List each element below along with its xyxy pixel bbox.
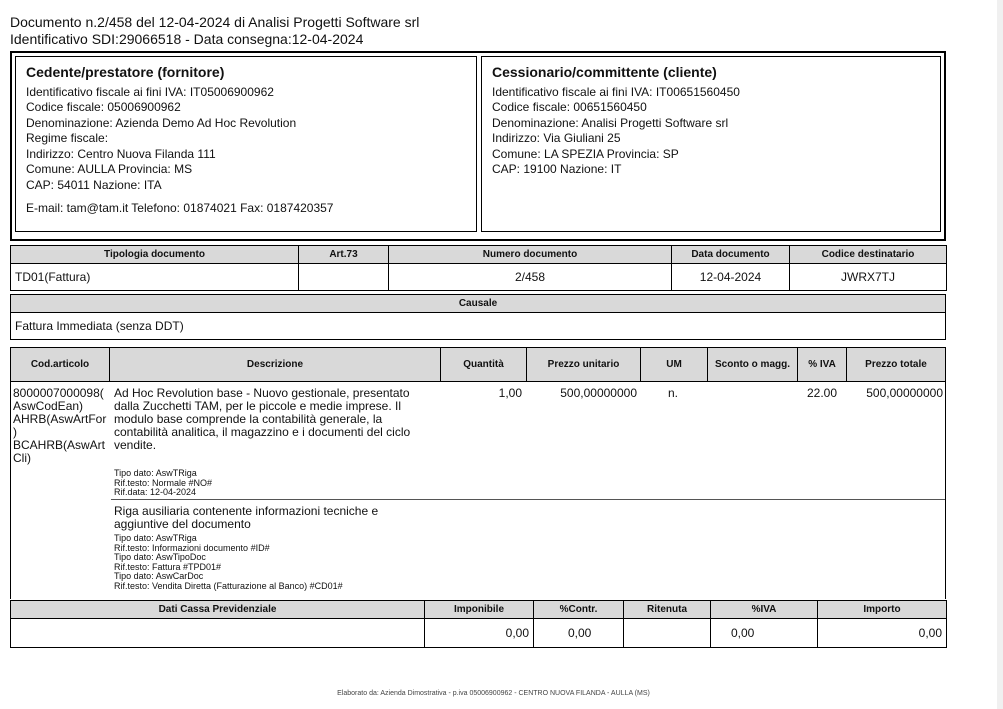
- invoice-lines: [10, 347, 946, 599]
- cedente-title: Cedente/prestatore (fornitore): [26, 64, 225, 80]
- cessionario-line: Identificativo fiscale ai fini IVA: IT00651560450: [492, 84, 740, 99]
- cessionario-title: Cessionario/committente (cliente): [492, 64, 717, 80]
- cassa-previdenziale-table: [10, 600, 947, 648]
- description-line: Riga ausiliaria contenente informazioni tecniche e: [114, 504, 379, 518]
- table-header: Quantità: [440, 347, 527, 382]
- imponibile-value: 0,00: [425, 619, 534, 648]
- meta-line: Rif.testo: Informazioni documento #ID#: [114, 542, 270, 553]
- table-header: % IVA: [797, 347, 847, 382]
- line-separator: [111, 499, 945, 500]
- description-line: modulo base comprende la contabilità generale, la: [114, 412, 383, 426]
- art73-value: [299, 264, 389, 291]
- document-title: [10, 14, 419, 48]
- article-code-line: Cli): [13, 451, 31, 465]
- causale-table: [10, 294, 946, 340]
- footer-note: Elaborato da: Azienda Dimostrativa - p.iva 05006900962 - CENTRO NUOVA FILANDA - AULLA (MS): [337, 690, 650, 697]
- line-meta: [114, 469, 434, 498]
- ritenuta-value: [624, 619, 711, 648]
- document-date-value: 12-04-2024: [672, 264, 790, 291]
- aux-meta: [114, 534, 444, 591]
- cedente-line: Regime fiscale:: [26, 131, 109, 145]
- table-header: %IVA: [711, 601, 818, 619]
- cedente-line: Codice fiscale: 05006900962: [26, 100, 181, 114]
- table-header: Importo: [818, 601, 947, 619]
- description-line: dalla Zucchetti TAM, per le piccole e medie imprese. Il: [114, 399, 402, 413]
- document-info-table: [10, 245, 947, 291]
- meta-line: Tipo dato: AswTipoDoc: [114, 552, 206, 562]
- meta-line: Tipo dato: AswTRiga: [114, 468, 197, 478]
- table-header: Sconto o magg.: [707, 347, 798, 382]
- meta-line: Rif.testo: Fattura #TPD01#: [114, 561, 222, 572]
- recipient-code-value: JWRX7TJ: [790, 264, 947, 291]
- scrollbar[interactable]: [997, 0, 1003, 709]
- table-header: Art.73: [299, 246, 389, 264]
- cessionario-line: Comune: LA SPEZIA Provincia: SP: [492, 146, 679, 161]
- cedente-line: Indirizzo: Centro Nuova Filanda 111: [26, 146, 216, 161]
- table-header: Descrizione: [109, 347, 441, 382]
- description-line: contabilità analitica, il magazzino e i documenti del ciclo: [114, 425, 411, 439]
- article-code-line: AHRB(AswArtFor: [13, 412, 107, 426]
- causale-header: Causale: [11, 295, 946, 313]
- um-value: n.: [668, 386, 679, 400]
- table-header: %Contr.: [534, 601, 624, 619]
- cassa-value: [11, 619, 425, 648]
- article-code-line: AswCodEan): [13, 399, 84, 413]
- table-header: Prezzo totale: [846, 347, 946, 382]
- meta-line: Rif.data: 12-04-2024: [114, 487, 197, 497]
- causale-value: Fattura Immediata (senza DDT): [11, 313, 946, 340]
- cessionario-line: Codice fiscale: 00651560450: [492, 100, 647, 114]
- document-title-line-2: Identificativo SDI:29066518 - Data consegna:12-04-2024: [10, 31, 364, 47]
- cedente-box: [15, 56, 477, 232]
- article-code-line: 8000007000098(: [13, 386, 104, 400]
- table-header: Prezzo unitario: [526, 347, 641, 382]
- document-title-line-1: Documento n.2/458 del 12-04-2024 di Analisi Progetti Software srl: [10, 14, 420, 30]
- table-header: Data documento: [672, 246, 790, 264]
- table-header: Codice destinatario: [790, 246, 947, 264]
- description-line: Ad Hoc Revolution base - Nuovo gestionale, presentato: [114, 386, 410, 400]
- line-description: [114, 387, 434, 452]
- meta-line: Tipo dato: AswCarDoc: [114, 571, 204, 581]
- meta-line: Rif.testo: Normale #NO#: [114, 477, 213, 488]
- description-line: aggiuntive del documento: [114, 517, 251, 531]
- cedente-line: Denominazione: Azienda Demo Ad Hoc Revolution: [26, 115, 297, 130]
- document-type-value: TD01(Fattura): [11, 264, 299, 291]
- table-header: Imponibile: [425, 601, 534, 619]
- contributo-value: 0,00: [534, 619, 624, 648]
- unit-price-value: 500,00000000: [560, 386, 637, 400]
- article-code-line: BCAHRB(AswArt: [13, 438, 106, 452]
- iva-value: 0,00: [711, 619, 818, 648]
- article-codes: [13, 387, 107, 465]
- meta-line: Tipo dato: AswTRiga: [114, 533, 197, 543]
- cessionario-line: Denominazione: Analisi Progetti Software srl: [492, 115, 729, 130]
- importo-value: 0,00: [818, 619, 947, 648]
- cedente-line: Comune: AULLA Provincia: MS: [26, 162, 193, 176]
- meta-line: Rif.testo: Vendita Diretta (Fatturazione al Banco) #CD01#: [114, 580, 343, 591]
- aux-description: [114, 505, 434, 531]
- cessionario-line: Indirizzo: Via Giuliani 25: [492, 131, 621, 145]
- table-header: Ritenuta: [624, 601, 711, 619]
- cedente-line: CAP: 54011 Nazione: ITA: [26, 177, 162, 192]
- cessionario-box: [481, 56, 941, 232]
- cessionario-line: CAP: 19100 Nazione: IT: [492, 162, 622, 176]
- table-header: Cod.articolo: [10, 347, 110, 382]
- cedente-line: Identificativo fiscale ai fini IVA: IT05006900962: [26, 84, 274, 99]
- table-header: UM: [640, 347, 708, 382]
- table-header: Numero documento: [389, 246, 672, 264]
- parties-box: [10, 51, 946, 241]
- table-header: Dati Cassa Previdenziale: [11, 601, 425, 619]
- table-header: Tipologia documento: [11, 246, 299, 264]
- total-value: 500,00000000: [866, 386, 943, 400]
- cedente-contacts: E-mail: tam@tam.it Telefono: 01874021 Fax: 0187420357: [26, 201, 334, 215]
- quantity-value: 1,00: [498, 386, 522, 400]
- document-number-value: 2/458: [389, 264, 672, 291]
- description-line: vendite.: [114, 438, 157, 452]
- article-code-line: ): [13, 425, 17, 439]
- vat-value: 22.00: [807, 386, 838, 400]
